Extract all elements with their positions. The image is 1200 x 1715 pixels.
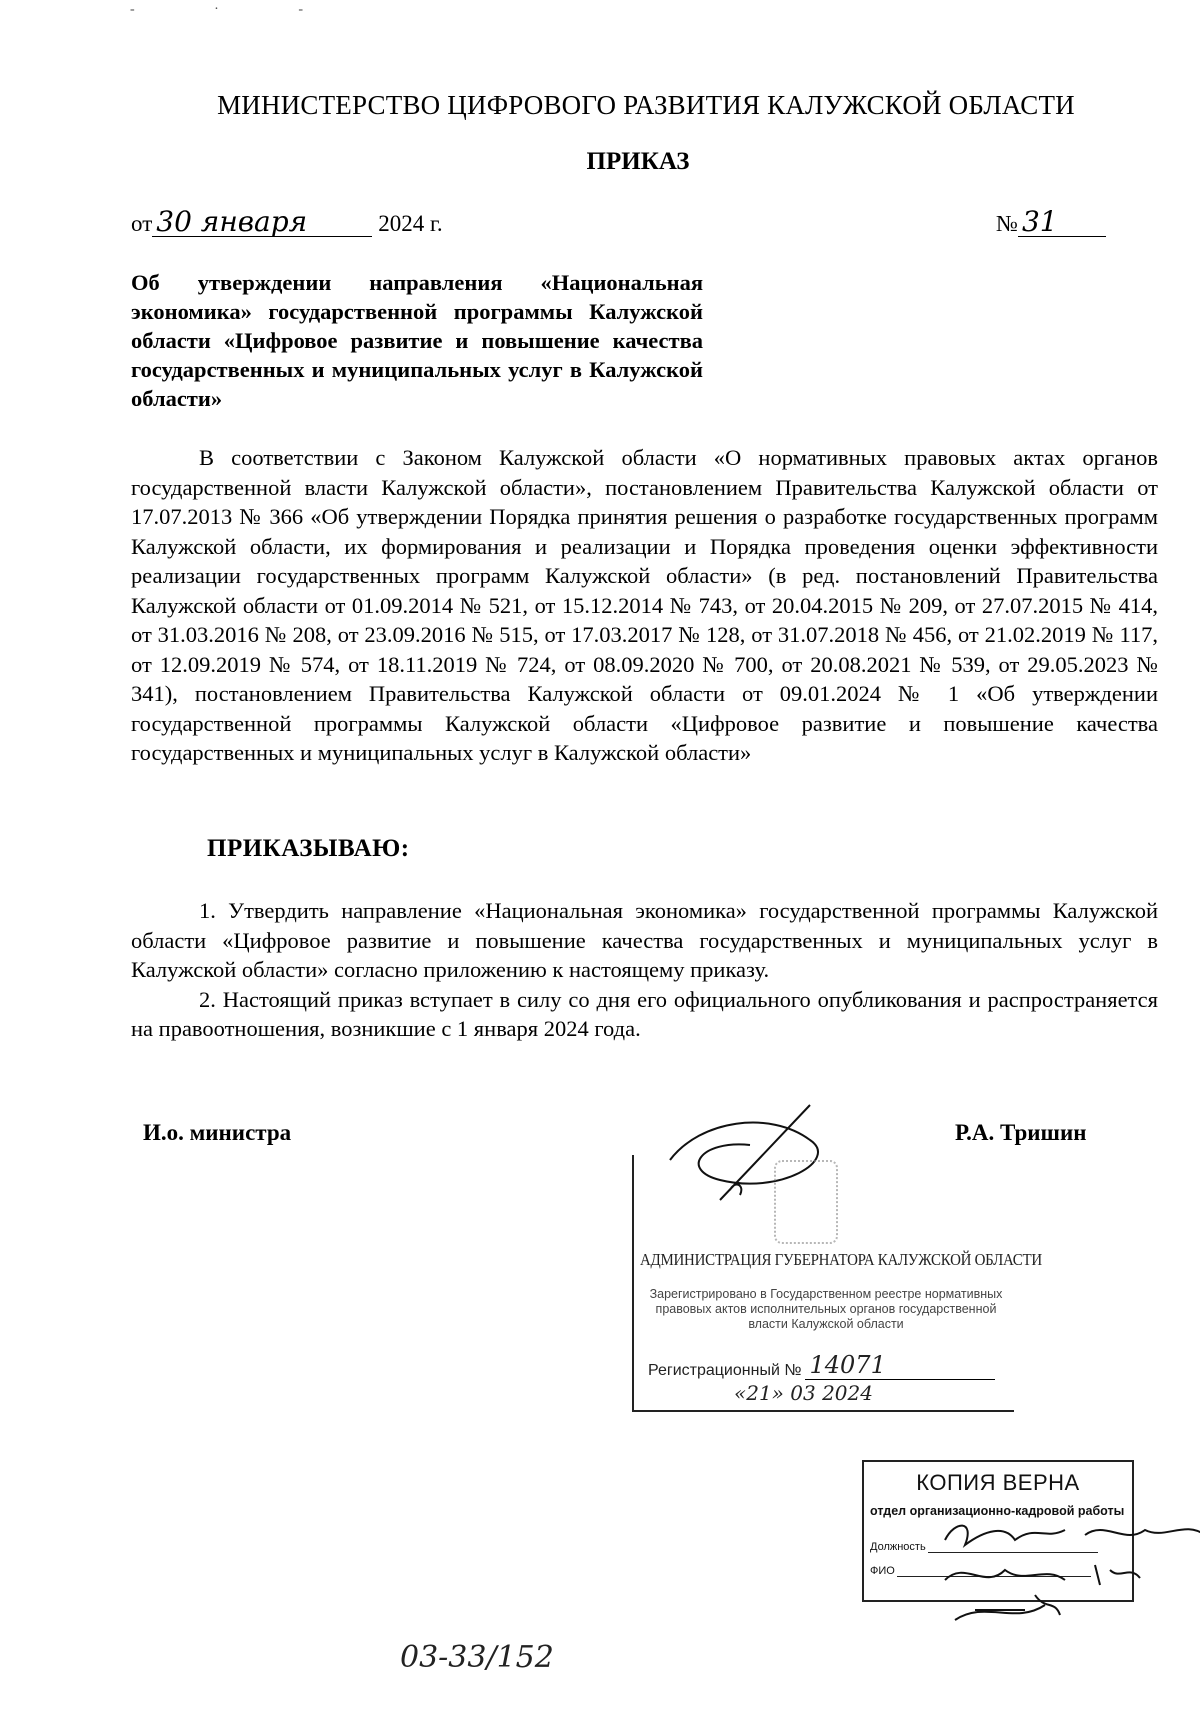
name-label: ФИО <box>870 1565 895 1577</box>
preamble-text: В соответствии с Законом Калужской области «О нормативных правовых актах органов государственной власти Калужской области», постановлением Правительства Калужской области от 17.07.2013 № 366 «Об утверждении Порядка принятия решения о разработке государственных программ Калужской области, их формирования и реализации и Порядка проведения оценки эффективности реализации государственных программ Калужской области» (в ред. постановлений Правительства Калужской области от 01.09.2014 № 521, от 15.12.2014 № 743, от 20.04.2015 № 209, от 27.07.2015 № 414, от 31.03.2016 № 208, от 23.09.2016 № 515, от 17.03.2017 № 128, от 31.07.2018 № 456, от 21.02.2019 № 117, от 12.09.2019 № 574, от 18.11.2019 № 724, от 08.09.2020 № 700, от 20.08.2021 № 539, от 29.05.2023 № 341), постановлением Правительства Калужской области от 09.01.2024 № 1 «Об утверждении государственной программы Калужской области «Цифровое развитие и повышение качества государственных и муниципальных услуг в Калужской области» <box>131 445 1158 765</box>
handwritten-date: 30 января <box>152 208 372 237</box>
order-subject: Об утверждении направления «Национальная экономика» государственной программы Калужской области «Цифровое развитие и повышение качества государственных и муниципальных услуг в Калужской области» <box>131 270 703 411</box>
registration-header: АДМИНИСТРАЦИЯ ГУБЕРНАТОРА КАЛУЖСКОЙ ОБЛАСТИ <box>640 1250 1042 1269</box>
handwritten-number: 31 <box>1018 208 1106 237</box>
date-prefix: от <box>131 211 153 236</box>
order-number <box>996 205 1106 238</box>
signer-title: И.о. министра <box>143 1120 292 1145</box>
registration-date: «21» 03 2024 <box>734 1381 873 1405</box>
order-date <box>131 205 443 238</box>
registration-stamp <box>632 1155 1042 1412</box>
position-label: Должность <box>870 1541 926 1553</box>
order-item: 2. Настоящий приказ вступает в силу со дня его официального опубликования и распространяется на правоотношения, возникшие с 1 января 2024 года. <box>131 986 1158 1041</box>
order-word: ПРИКАЗЫВАЮ: <box>207 835 410 862</box>
order-items <box>131 896 1158 1044</box>
handwriting-icon <box>935 1510 1200 1640</box>
document-type: ПРИКАЗ <box>586 148 690 175</box>
date-year: 2024 г. <box>378 211 443 236</box>
signer-name: Р.А. Тришин <box>955 1120 1087 1145</box>
copy-stamp-department: отдел организационно-кадровой работы <box>870 1504 1125 1518</box>
number-prefix: № <box>996 211 1018 236</box>
order-item: 1. Утвердить направление «Национальная экономика» государственной программы Калужской области «Цифровое развитие и повышение качества государственных и муниципальных услуг в Калужской области» согласно приложению к настоящему приказу. <box>131 898 1158 982</box>
registration-number <box>648 1351 995 1380</box>
handwritten-note: 03-33/152 <box>400 1640 554 1675</box>
ministry-header: МИНИСТЕРСТВО ЦИФРОВОГО РАЗВИТИЯ КАЛУЖСКОЙ ОБЛАСТИ <box>217 90 1075 120</box>
registration-number-label: Регистрационный № <box>648 1362 802 1379</box>
copy-stamp-title: КОПИЯ ВЕРНА <box>916 1470 1080 1495</box>
seal-icon <box>774 1160 838 1244</box>
registration-note: Зарегистрировано в Государственном реестре нормативных правовых актов исполнительных органов государственной власти Калужской области <box>649 1287 1003 1331</box>
registration-number-value: 14071 <box>805 1351 995 1380</box>
preamble <box>131 443 1158 768</box>
scan-marks: - · - <box>130 2 341 17</box>
